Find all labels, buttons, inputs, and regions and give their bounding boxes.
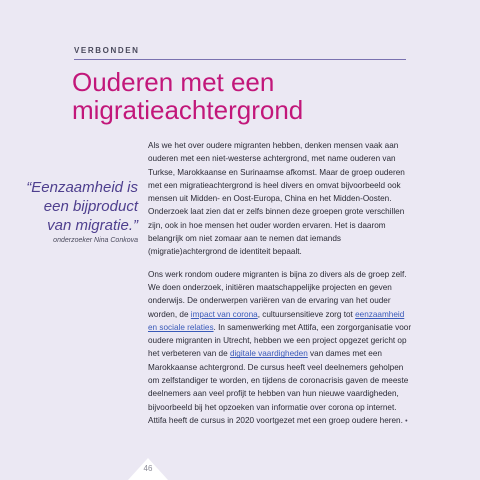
title-line-2: migratieachtergrond [72,95,304,125]
link-digitale-vaardigheden[interactable]: digitale vaardigheden [229,349,308,359]
paragraph-2 [148,268,414,429]
section-label: VERBONDEN [74,46,140,55]
paragraph-2-text-4: van dames met een Marokkaanse achtergrond. De cursus heeft veel deelnemers geholpen om zelfstandiger te worden, en tijdens de coronacrisis gaven de meeste deelnemers aan veel profijt te hebben van hun nieuwe vaardigheden, bijvoorbeeld bij het opzoeken van informatie over corona op internet. Attifa heeft de cursus in 2020 voortgezet met een groep oudere heren. [148,349,409,425]
quote-line-2: een bijproduct [43,198,138,215]
page-title [72,68,432,124]
title-line-1: Ouderen met een [72,67,275,97]
quote-source: onderzoeker Nina Conkova [53,237,138,244]
paragraph-1: Als we het over oudere migranten hebben, denken mensen vaak aan ouderen met een niet-westerse achtergrond, met name ouderen van Turkse, Marokkaanse en Surinaamse afkomst. Maar de groep ouderen met een migratieachtergrond is heel divers en omvat bijvoorbeeld ook mensen uit Midden- en Oost-Europa, China en het Midden-Oosten. Onderzoek laat zien dat er zelfs binnen deze groepen grote verschillen zijn, ook in hoe mensen het ouder worden ervaren. Het is daarom belangrijk om niet zomaar aan te nemen dat iemands (migratie)achtergrond de identiteit bepaalt. [148,141,405,257]
paragraph-2-text-3: . In samenwerking met Attifa, een zorgorganisatie voor oudere migranten in Utrecht, hebben we een project opgezet gericht op het verbeteren van de [148,322,412,359]
page-number: 46 [143,464,153,473]
end-mark: • [405,417,408,425]
body-text [148,139,414,437]
paragraph-2-text-1: Ons werk rondom oudere migranten is bijna zo divers als de groep zelf. We doen onderzoek, initiëren maatschappelijke projecten en geven onderwijs. De onderwerpen variëren van de ervaring van het ouder worden, de [148,269,407,319]
quote-line-3: van migratie.” [47,217,138,234]
pull-quote [14,178,138,235]
link-impact-van-corona[interactable]: impact van corona [190,309,258,319]
section-divider [74,59,406,60]
paragraph-2-text-2: , cultuursensitieve zorg tot [257,309,356,319]
quote-line-1: “Eenzaamheid is [26,179,138,196]
link-eenzaamheid-en-sociale-relaties[interactable]: eenzaamheid en sociale relaties [148,309,405,332]
